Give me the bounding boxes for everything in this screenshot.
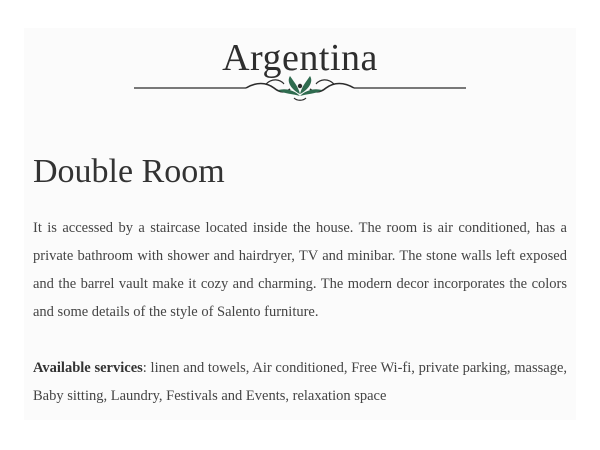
- services-list: linen and towels, Air conditioned, Free Wi-fi, private parking, massage, Baby sitting, Laundry, Festivals and Events, relaxation space: [33, 360, 568, 404]
- room-description: It is accessed by a staircase located inside the house. The room is air conditioned, has a private bathroom with shower and hairdryer, TV and minibar. The stone walls left exposed and the barrel vault make it cozy and charming. The modern decor incorporates the colors and some details of the style of Salento furniture.: [33, 220, 567, 320]
- site-header: [24, 38, 576, 108]
- room-title: Double Room: [33, 153, 225, 190]
- flourish-divider-icon: [134, 74, 466, 102]
- services-separator: :: [142, 360, 151, 376]
- site-title: Argentina: [222, 37, 378, 79]
- available-services: [33, 354, 567, 410]
- content-panel: [24, 28, 576, 420]
- services-label: Available services: [33, 360, 143, 376]
